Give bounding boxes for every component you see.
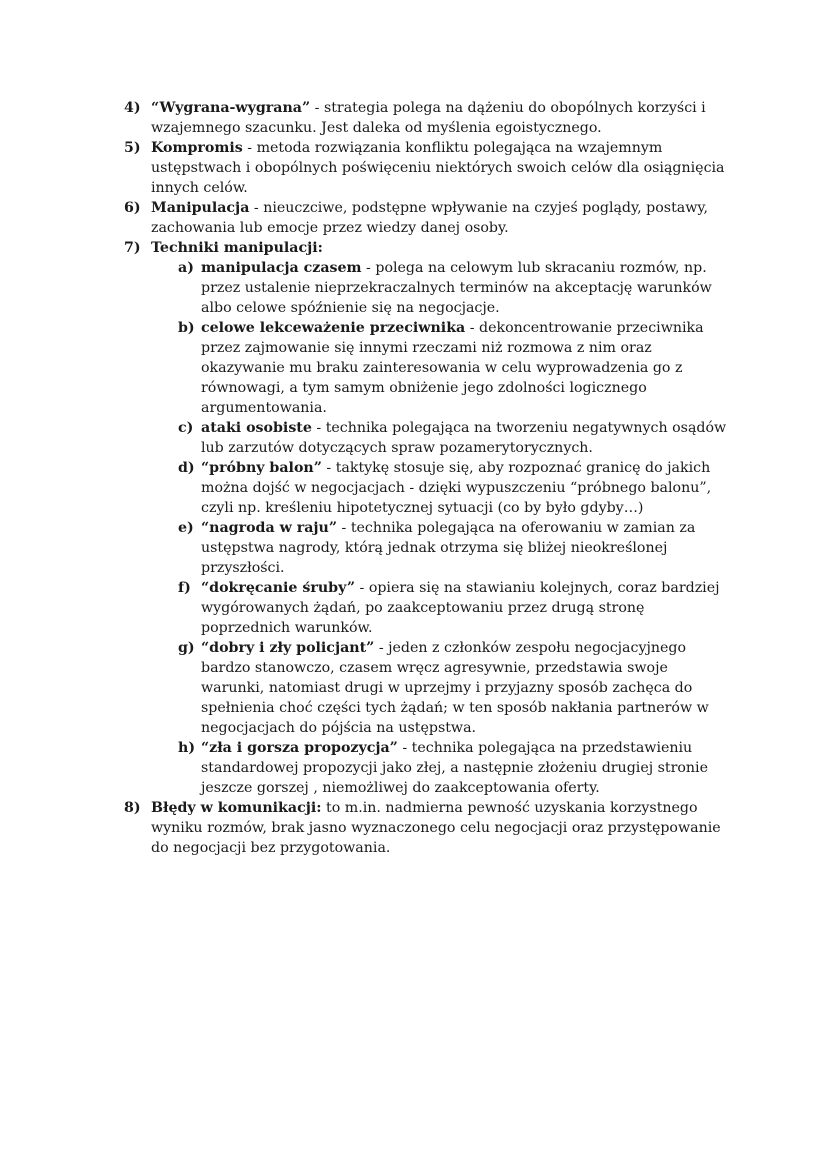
technique-description: - jeden z członków zespołu negocjacyjnego bardzo stanowczo, czasem wręcz agresywnie, przedstawia swoje warunki, natomiast drugi w uprzejmy i przyjazny sposób zachęca do spełnienia choć części tych żądań; w ten sposób nakłania partnerów w negocjacjach do pójścia na ustępstwa. [201,640,709,736]
item-description: - nieuczciwe, podstępne wpływanie na czyjeś poglądy, postawy, zachowania lub emocje przez wiedzy danej osoby. [151,200,709,236]
technique-description: - technika polegająca na tworzeniu negatywnych osądów lub zarzutów dotyczących spraw pozamerytorycznych. [201,420,727,456]
technique-letter: h) [178,740,196,756]
technique-letter: a) [178,260,194,276]
item-term: Błędy w komunikacji: [151,800,322,816]
item-number: 4) [124,100,141,116]
technique-term: ataki osobiste [201,420,312,436]
technique-letter: c) [178,420,194,436]
technique-term: “dobry i zły policjant” [201,640,375,656]
numbered-list [124,98,734,858]
technique-item [178,318,734,418]
technique-item [178,518,734,578]
item-number: 5) [124,140,141,156]
technique-item [178,738,734,798]
list-item-kompromis [124,138,734,198]
technique-description: - technika polegająca na przedstawieniu standardowej propozycji jako złej, a następnie złożeniu drugiej stronie jeszcze gorszej , niemożliwej do zaakceptowania oferty. [201,740,708,796]
technique-term: “nagroda w raju” [201,520,338,536]
technique-term: “zła i gorsza propozycja” [201,740,398,756]
technique-letter: b) [178,320,195,336]
technique-item [178,578,734,638]
technique-item [178,638,734,738]
technique-term: “dokręcanie śruby” [201,580,355,596]
item-description: to m.in. nadmierna pewność uzyskania korzystnego wyniku rozmów, brak jasno wyznaczonego celu negocjacji oraz przystępowanie do negocjacji bez przygotowania. [151,800,721,856]
technique-item [178,418,734,458]
technique-description: - technika polegająca na oferowaniu w zamian za ustępstwa nagrody, którą jednak otrzyma się bliżej nieokreślonej przyszłości. [201,520,696,576]
technique-term: “próbny balon” [201,460,322,476]
technique-description: - taktykę stosuje się, aby rozpoznać granicę do jakich można dojść w negocjacjach - dzięki wypuszczeniu “próbnego balonu”, czyli np. kreśleniu hipotetycznej sytuacji (co by było gdyby…) [201,460,712,516]
list-item-bledy [124,798,734,858]
technique-description: - polega na celowym lub skracaniu rozmów, np. przez ustalenie nieprzekraczalnych terminów na akceptację warunków albo celowe spóźnienie się na negocjacje. [201,260,712,316]
technique-term: celowe lekceważenie przeciwnika [201,320,466,336]
item-description: - metoda rozwiązania konfliktu polegająca na wzajemnym ustępstwach i obopólnych poświęceniu niektórych swoich celów dla osiągnięcia innych celów. [151,140,725,196]
techniques-sublist [151,258,734,798]
item-description: - strategia polega na dążeniu do obopólnych korzyści i wzajemnego szacunku. Jest daleka od myślenia egoistycznego. [151,100,706,136]
technique-letter: d) [178,460,195,476]
item-term: Manipulacja [151,200,250,216]
item-term: Kompromis [151,140,243,156]
technique-letter: e) [178,520,194,536]
technique-description: - dekoncentrowanie przeciwnika przez zajmowanie się innymi rzeczami niż rozmowa z nim oraz okazywanie mu braku zainteresowania w celu wyprowadzenia go z równowagi, a tym samym obniżenie jego zdolności logicznego argumentowania. [201,320,704,416]
technique-letter: g) [178,640,195,656]
technique-term: manipulacja czasem [201,260,362,276]
list-item-techniki [124,238,734,798]
technique-item [178,458,734,518]
technique-description: - opiera się na stawianiu kolejnych, coraz bardziej wygórowanych żądań, po zaakceptowaniu przez drugą stronę poprzednich warunków. [201,580,720,636]
technique-item [178,258,734,318]
item-number: 8) [124,800,141,816]
list-item-wygrana [124,98,734,138]
item-term: “Wygrana-wygrana” [151,100,311,116]
list-item-manipulacja [124,198,734,238]
item-number: 6) [124,200,141,216]
technique-letter: f) [178,580,191,596]
item-number: 7) [124,240,141,256]
item-term: Techniki manipulacji: [151,240,323,256]
